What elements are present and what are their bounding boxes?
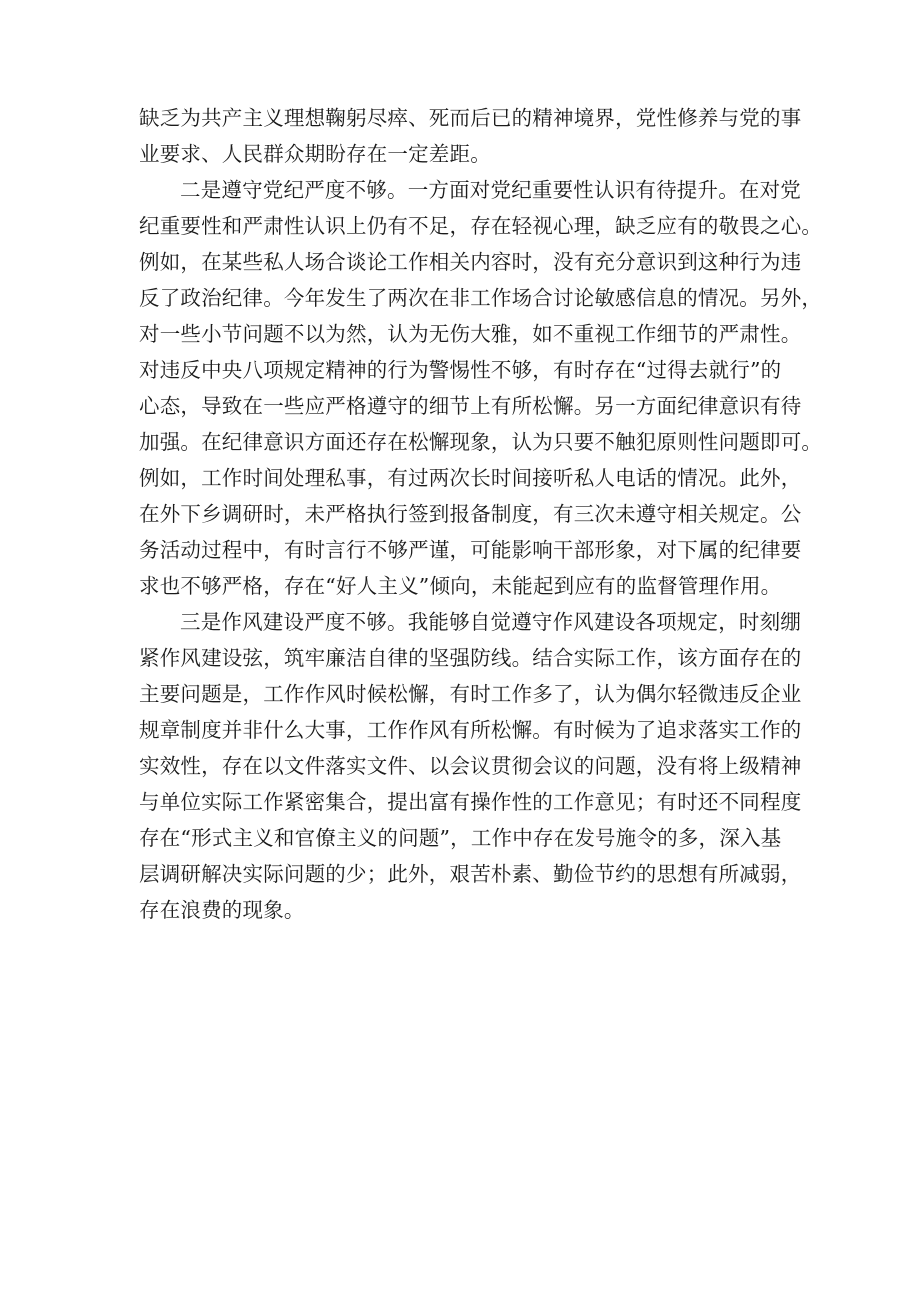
text-line: 主要问题是，工作作风时候松懈，有时工作多了，认为偶尔轻微违反企业 xyxy=(139,682,802,706)
text-line: 例如，在某些私人场合谈论工作相关内容时，没有充分意识到这种行为违 xyxy=(139,250,802,274)
text-line: 实效性，存在以文件落实文件、以会议贯彻会议的问题，没有将上级精神 xyxy=(139,754,802,778)
paragraph-discipline xyxy=(139,172,823,604)
text-line: 心态，导致在一些应严格遵守的细节上有所松懈。另一方面纪律意识有待 xyxy=(139,394,802,418)
paragraph-continuation xyxy=(139,100,802,172)
text-line: 反了政治纪律。今年发生了两次在非工作场合讨论敏感信息的情况。另外， xyxy=(139,286,823,310)
document-body xyxy=(139,100,823,928)
paragraph-work-style xyxy=(139,604,802,928)
text-line: 缺乏为共产主义理想鞠躬尽瘁、死而后已的精神境界，党性修养与党的事 xyxy=(139,106,802,130)
text-line: 三是作风建设严度不够。我能够自觉遵守作风建设各项规定，时刻绷 xyxy=(180,610,801,634)
text-line: 层调研解决实际问题的少；此外，艰苦朴素、勤俭节约的思想有所减弱， xyxy=(139,862,802,886)
text-line: 规章制度并非什么大事，工作作风有所松懈。有时候为了追求落实工作的 xyxy=(139,718,802,742)
text-line: 对一些小节问题不以为然，认为无伤大雅，如不重视工作细节的严肃性。 xyxy=(139,322,802,346)
text-line: 求也不够严格，存在“好人主义”倾向，未能起到应有的监督管理作用。 xyxy=(139,574,782,598)
text-line: 紧作风建设弦，筑牢廉洁自律的坚强防线。结合实际工作，该方面存在的 xyxy=(139,646,802,670)
text-line: 存在浪费的现象。 xyxy=(139,898,305,922)
text-line: 与单位实际工作紧密集合，提出富有操作性的工作意见；有时还不同程度 xyxy=(139,790,802,814)
text-line: 例如，工作时间处理私事，有过两次长时间接听私人电话的情况。此外， xyxy=(139,466,802,490)
text-line: 加强。在纪律意识方面还存在松懈现象，认为只要不触犯原则性问题即可。 xyxy=(139,430,823,454)
text-line: 存在“形式主义和官僚主义的问题”，工作中存在发号施令的多，深入基 xyxy=(139,826,782,850)
text-line: 业要求、人民群众期盼存在一定差距。 xyxy=(139,142,491,166)
text-line: 对违反中央八项规定精神的行为警惕性不够，有时存在“过得去就行”的 xyxy=(139,358,782,382)
text-line: 二是遵守党纪严度不够。一方面对党纪重要性认识有待提升。在对党 xyxy=(180,178,801,202)
text-line: 纪重要性和严肃性认识上仍有不足，存在轻视心理，缺乏应有的敬畏之心。 xyxy=(139,214,823,238)
text-line: 务活动过程中，有时言行不够严谨，可能影响干部形象，对下属的纪律要 xyxy=(139,538,802,562)
text-line: 在外下乡调研时，未严格执行签到报备制度，有三次未遵守相关规定。公 xyxy=(139,502,802,526)
